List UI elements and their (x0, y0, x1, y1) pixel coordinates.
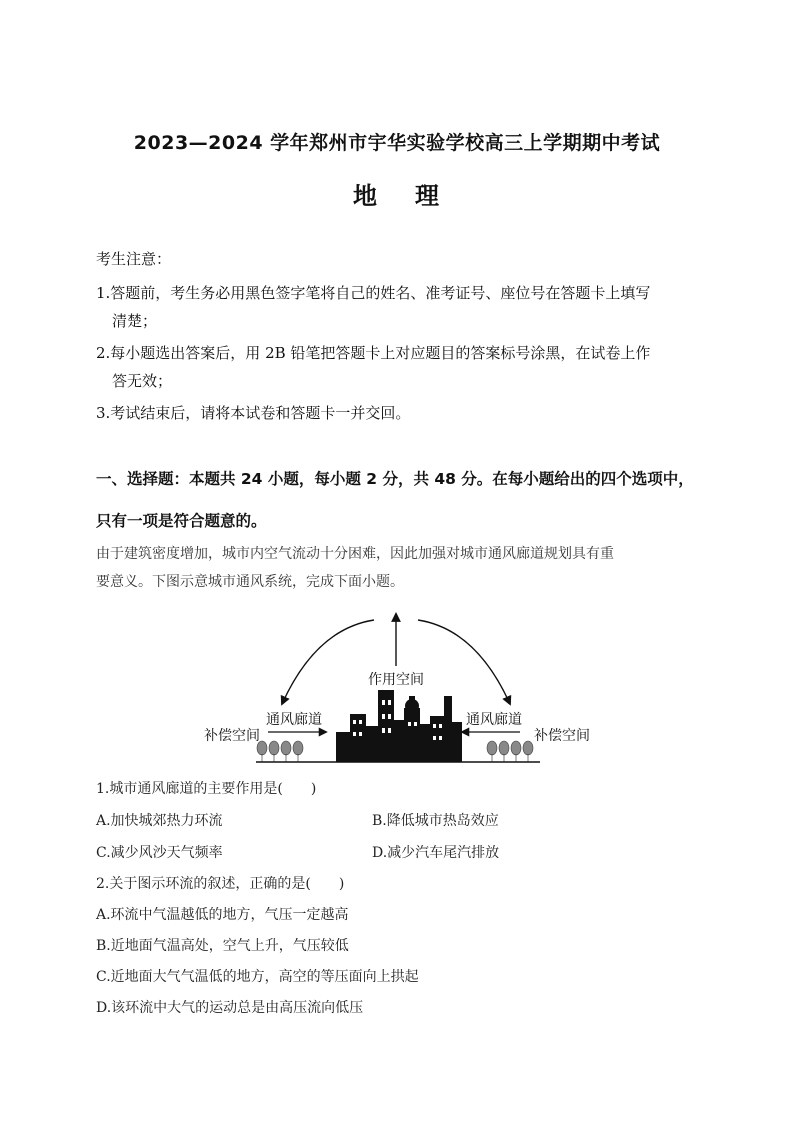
notice-item-1: 1.答题前，考生务必用黑色签字笔将自己的姓名、准考证号、座位号在答题卡上填写 (96, 284, 651, 302)
section-heading-line2: 只有一项是符合题意的。 (96, 512, 267, 530)
question-1-option-a: A.加快城郊热力环流 (96, 813, 223, 829)
notice-item-1-cont: 清楚； (112, 312, 158, 330)
label-left-corridor: 通风廊道 (266, 712, 322, 728)
question-2-option-a: A.环流中气温越低的地方，气压一定越高 (96, 907, 349, 923)
question-1-stem: 1.城市通风廊道的主要作用是( ) (96, 781, 317, 797)
notice-item-3: 3.考试结束后，请将本试卷和答题卡一并交回。 (96, 404, 411, 422)
label-right-space: 补偿空间 (534, 728, 590, 744)
left-arc-arrow (282, 620, 374, 704)
exam-title: 2023—2024 学年郑州市宇华实验学校高三上学期期中考试 (133, 132, 661, 154)
right-arc-arrow (418, 620, 510, 704)
intro-line1: 由于建筑密度增加，城市内空气流动十分困难，因此加强对城市通风廊道规划具有重 (96, 546, 614, 562)
question-2-stem: 2.关于图示环流的叙述，正确的是( ) (96, 876, 345, 892)
notice-item-2-cont: 答无效； (112, 372, 173, 390)
question-1-option-d: D.减少汽车尾汽排放 (372, 845, 500, 861)
question-1-option-c: C.减少风沙天气频率 (96, 845, 223, 861)
label-action-space: 作用空间 (368, 672, 424, 688)
subject-title (0, 176, 794, 211)
label-left-space: 补偿空间 (204, 728, 260, 744)
left-trees-icon (257, 741, 303, 762)
section-heading (96, 458, 706, 542)
passage-intro (96, 540, 702, 596)
question-2-option-d: D.该环流中大气的运动总是由高压流向低压 (96, 1000, 364, 1016)
intro-line2: 要意义。下图示意城市通风系统，完成下面小题。 (96, 574, 404, 590)
right-trees-icon (487, 741, 533, 762)
question-2-option-b: B.近地面气温高处，空气上升，气压较低 (96, 938, 349, 954)
section-heading-line1: 一、选择题：本题共 24 小题，每小题 2 分，共 48 分。在每小题给出的四个选项中， (96, 470, 694, 488)
ventilation-diagram (196, 604, 616, 776)
notice-block (96, 245, 706, 427)
city-skyline-icon (336, 690, 462, 762)
notice-item-2: 2.每小题选出答案后，用 2B 铅笔把答题卡上对应题目的答案标号涂黑，在试卷上作 (96, 344, 651, 362)
question-2-option-c: C.近地面大气气温低的地方，高空的等压面向上拱起 (96, 969, 419, 985)
subject-char-1: 地 (353, 182, 379, 210)
notice-heading: 考生注意： (96, 250, 172, 268)
question-1-option-b: B.降低城市热岛效应 (372, 813, 499, 829)
label-right-corridor: 通风廊道 (466, 712, 522, 728)
subject-char-2: 理 (415, 182, 441, 210)
